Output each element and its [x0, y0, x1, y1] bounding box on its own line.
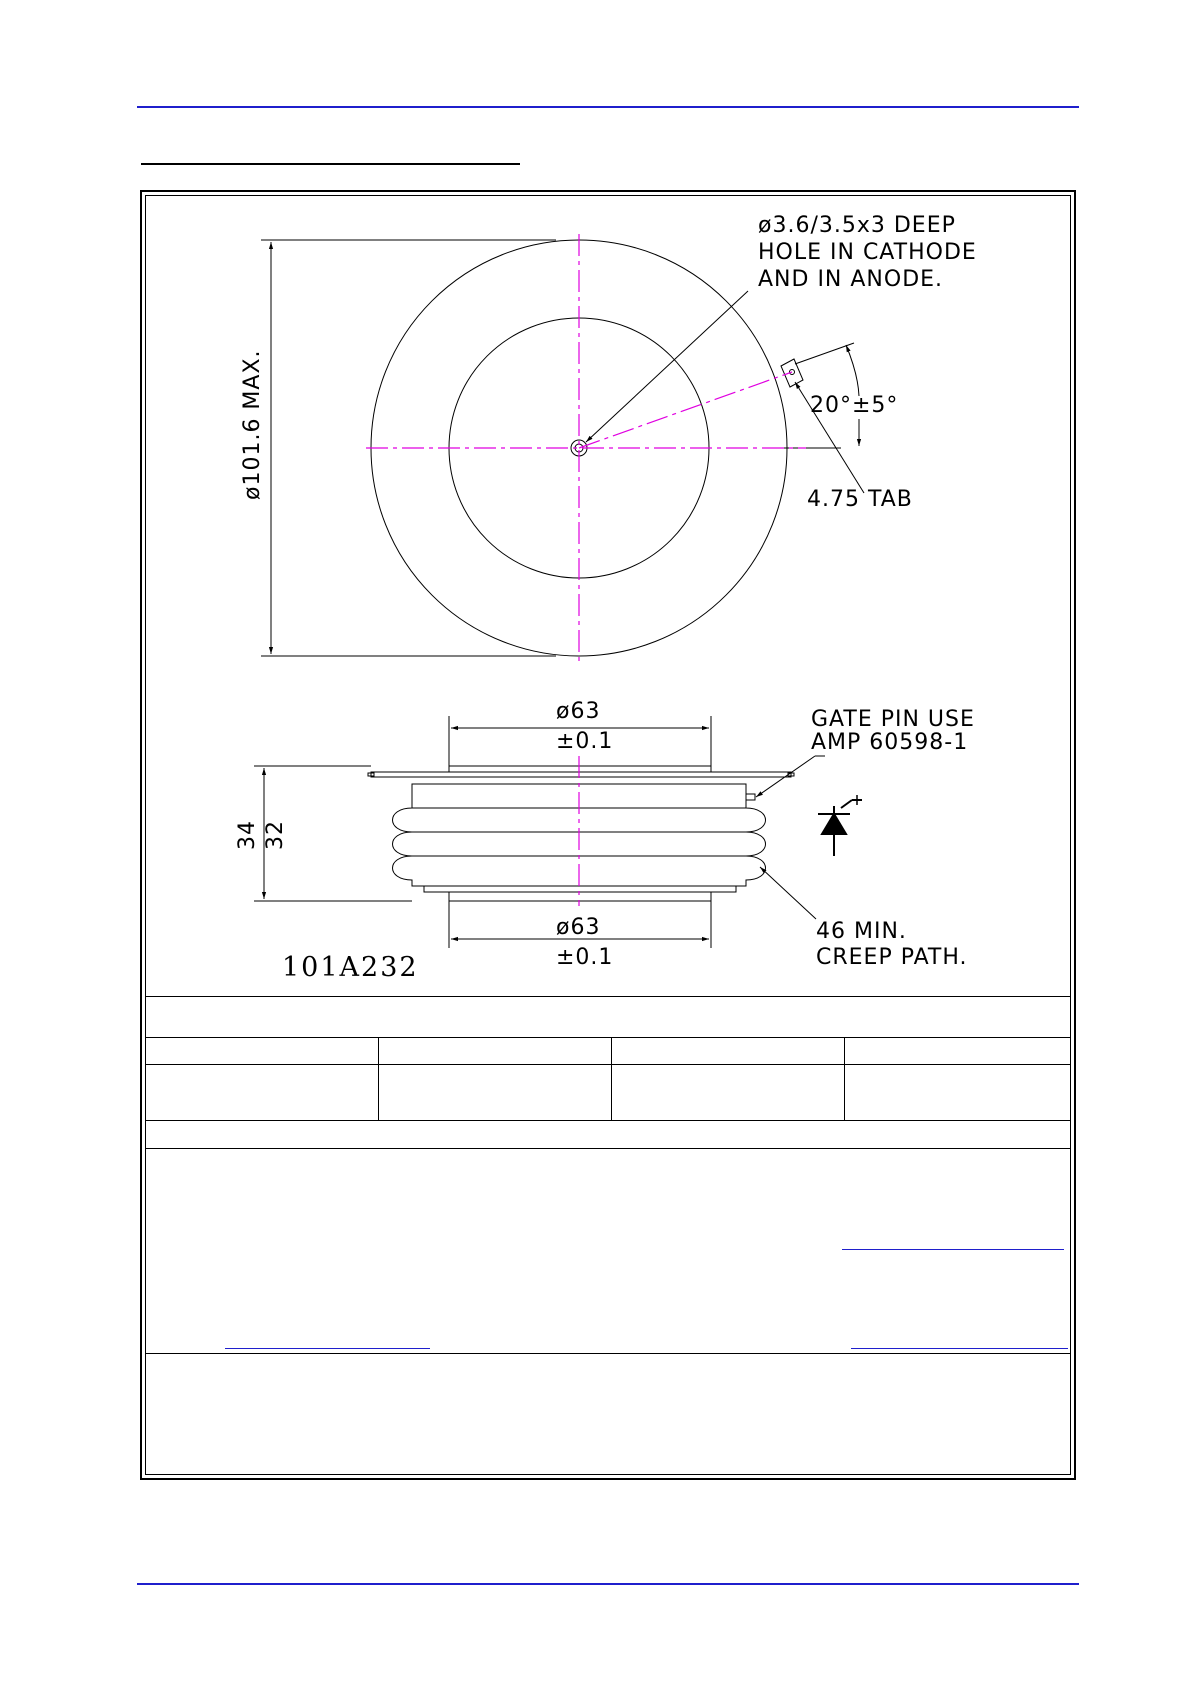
bottom-flange	[424, 886, 736, 892]
outline-drawing	[146, 196, 1074, 996]
angle-dimension-arc	[846, 345, 859, 396]
link-underline-2[interactable]	[225, 1348, 430, 1349]
creep-leader	[760, 867, 816, 919]
drawing-frame	[140, 190, 1076, 1480]
bottom-rule	[137, 1583, 1079, 1585]
footer-section-border	[146, 1353, 1070, 1354]
height-max-label: 34	[235, 820, 260, 850]
gate-note-line-2: AMP 60598-1	[811, 730, 969, 755]
hole-note-line-2: HOLE IN CATHODE	[758, 240, 977, 265]
drawing-frame-inner	[145, 195, 1071, 1475]
top-rule	[137, 106, 1079, 108]
table-row-border	[146, 1064, 1070, 1065]
tab-label: 4.75 TAB	[807, 487, 913, 512]
table-header-border	[146, 1037, 1070, 1038]
notes-top-border	[146, 1148, 1070, 1149]
top-flange	[371, 772, 791, 777]
hole-leader	[586, 291, 748, 442]
gate-pin	[746, 794, 755, 800]
angle-label: 20°±5°	[810, 393, 899, 418]
hole-note-line-3: AND IN ANODE.	[758, 267, 944, 292]
bottom-tol-label: ±0.1	[556, 945, 614, 970]
height-min-label: 32	[263, 820, 288, 850]
table-bottom-border	[146, 1120, 1070, 1121]
gate-note-line-1: GATE PIN USE	[811, 707, 975, 732]
link-underline-1[interactable]	[842, 1249, 1064, 1250]
section-title-underline	[141, 163, 520, 165]
creep-note-line-2: CREEP PATH.	[816, 945, 968, 970]
bottom-dia-label: ø63	[556, 915, 601, 940]
outer-dia-label: ø101.6 MAX.	[240, 349, 265, 500]
top-pole-face	[449, 766, 711, 772]
top-tol-label: ±0.1	[556, 729, 614, 754]
table-col-divider-1	[378, 1037, 379, 1120]
hole-note-line-1: ø3.6/3.5x3 DEEP	[758, 213, 956, 238]
table-col-divider-3	[844, 1037, 845, 1120]
side-view	[254, 716, 825, 948]
thyristor-symbol-icon	[818, 795, 862, 856]
top-dia-label: ø63	[556, 699, 601, 724]
bottom-pole-face	[449, 892, 711, 901]
gate-tab	[781, 359, 803, 387]
outline-code: 101A232	[282, 952, 419, 983]
table-top-border	[146, 996, 1070, 997]
creep-note-line-1: 46 MIN.	[816, 919, 907, 944]
link-underline-3[interactable]	[851, 1348, 1068, 1349]
table-col-divider-2	[611, 1037, 612, 1120]
